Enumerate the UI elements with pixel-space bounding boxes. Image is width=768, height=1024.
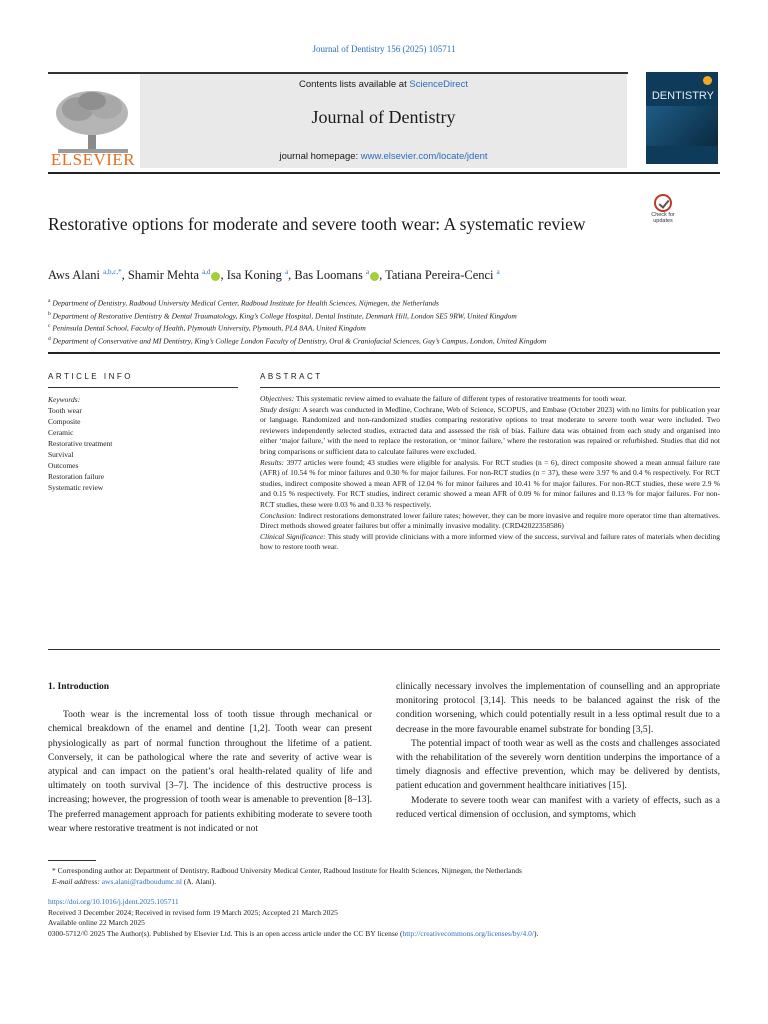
corresponding-author-note: * Corresponding author at: Department of Dentistry, Radboud University Medical Center, Radboud Institute for Health Sciences, Nijmegen, the Netherlands bbox=[52, 866, 522, 875]
email-line bbox=[52, 877, 720, 888]
journal-name: Journal of Dentistry bbox=[311, 107, 456, 127]
author-name[interactable]: Tatiana Pereira-Cenci bbox=[385, 268, 494, 283]
keyword-item: Restorative treatment bbox=[48, 439, 113, 448]
received-dates: Received 3 December 2024; Received in revised form 19 March 2025; Accepted 21 March 2025 bbox=[48, 907, 338, 917]
sciencedirect-link[interactable]: ScienceDirect bbox=[409, 79, 468, 90]
journal-citation[interactable]: Journal of Dentistry 156 (2025) 105711 bbox=[312, 44, 456, 54]
intro-paragraph-3: The potential impact of tooth wear as well as the costs and challenges associated with the rehabilitation of the severely worn dentition underpins the importance of a timely diagnosis and effective prevention, which may be delivered by dentists, patient education and government healthcare initiatives [15]. bbox=[396, 738, 720, 792]
abstract-text: This systematic review aimed to evaluate the failure of different types of restorative treatments for tooth wear. bbox=[295, 394, 627, 403]
author-affil-marks[interactable]: a,b,c,* bbox=[103, 268, 122, 276]
footnote-rule bbox=[48, 860, 96, 861]
footnote-block bbox=[52, 866, 720, 887]
author-name[interactable]: Isa Koning bbox=[226, 268, 282, 283]
license-suffix: ). bbox=[533, 928, 539, 938]
check-for-updates-button[interactable] bbox=[648, 194, 678, 226]
affiliation-text: Department of Dentistry, Radboud University Medical Center, Radboud Institute for Health Sciences, Nijmegen, the Netherlands bbox=[52, 298, 439, 308]
author-affil-marks[interactable]: a bbox=[496, 268, 500, 276]
online-date: Available online 22 March 2025 bbox=[48, 918, 145, 927]
affiliations bbox=[48, 296, 720, 346]
contents-prefix: Contents lists available at bbox=[299, 79, 407, 90]
homepage-line bbox=[140, 151, 627, 162]
abstract-text: 3977 articles were found; 43 studies were eligible for analysis. For RCT studies (n = 6), direct composite showed a mean annual failure rate (AFR) of 10.54 % for minor failures and 0.30 % for major failures. For non-RCT studies (n = 37), these were 3.97 % and 0.4 % respectively. For RCT studies, indirect composite showed a mean AFR of 12.04 % for minor failures and 10.41 % for major failures. For non-RCT studies, these were 2.9 % and 0.15 % respectively. For RCT studies, indirect ceramic showed a mean AFR of 0.09 % for minor failures and 0.13 % for major failures. For non-RCT studies, these were 0.03 % and 0.33 % respectively. bbox=[260, 457, 721, 509]
abstract-heading: ABSTRACT bbox=[260, 372, 323, 381]
affiliation-item bbox=[48, 296, 720, 309]
keywords-label: Keywords: bbox=[48, 395, 81, 404]
email-suffix: (A. Alani). bbox=[183, 876, 217, 886]
abstract-objectives bbox=[260, 394, 720, 405]
abstract-conclusion bbox=[260, 511, 720, 532]
abstract-label: Study design: bbox=[260, 404, 301, 414]
keyword-item: Ceramic bbox=[48, 428, 74, 437]
abstract-rule bbox=[260, 387, 720, 388]
publisher-logo-text: ELSEVIER bbox=[50, 150, 136, 169]
affiliation-text: Department of Restorative Dentistry & Dental Traumatology, King’s College Hospital, Dental Institute, Denmark Hill, London SE5 9RW, United Kingdom bbox=[52, 311, 517, 320]
license-link[interactable]: http://creativecommons.org/licenses/by/4.0/ bbox=[402, 928, 534, 938]
masthead-bottom-rule bbox=[48, 172, 720, 174]
affiliation-item bbox=[48, 321, 720, 334]
affiliation-item bbox=[48, 309, 720, 322]
abstract-label: Conclusion: bbox=[260, 510, 297, 520]
doi-link[interactable]: https://doi.org/10.1016/j.jdent.2025.105711 bbox=[48, 897, 179, 906]
keyword-item: Survival bbox=[48, 450, 74, 459]
author-list: Aws Alani $^{a,b,c,*}$, Shamir Mehta $^{a,d}$ , Isa Koning $^a$, Bas Loomans $^a$ , Tatiana Pereira-Cenci $^a$ bbox=[48, 268, 500, 283]
email-link[interactable]: aws.alani@radboudumc.nl bbox=[101, 876, 182, 886]
author-affil-marks[interactable]: a bbox=[285, 268, 289, 276]
abstract-label: Clinical Significance: bbox=[260, 531, 326, 541]
abstract-significance bbox=[260, 532, 720, 553]
article-info-rule bbox=[48, 387, 238, 388]
intro-right-column bbox=[396, 680, 720, 822]
affiliation-text: Department of Conservative and MI Dentistry, King’s College London Faculty of Dentistry, Oral & Craniofacial Sciences, Guy’s Campus, London, United Kingdom bbox=[52, 336, 547, 345]
author-name[interactable]: Aws Alani bbox=[48, 268, 100, 283]
intro-paragraph-1: Tooth wear is the incremental loss of tooth tissue through mechanical or chemical breakdown of the enamel and dentine [1,2]. Tooth wear can present physiologically as part of normal function throughout the lifetime of a patient. Conversely, it can be pathological where the rate and severity of active wear is atypical and can impact on the patient’s oral health-related quality of life and ultimately on tooth survival [3–7]. The incidence of this destructive process is increasing; however, the progression of tooth wear is amenable to prevention [8–13]. The preferred management approach for patients exhibiting moderate to severe tooth wear where restorative treatment is not indicated or not bbox=[48, 710, 372, 834]
article-title: Restorative options for moderate and severe tooth wear: A systematic review bbox=[48, 214, 586, 234]
email-label: E-mail address: bbox=[52, 876, 100, 886]
keyword-item: Restoration failure bbox=[48, 472, 105, 481]
affiliation-item bbox=[48, 334, 720, 347]
author-name[interactable]: Shamir Mehta bbox=[127, 268, 199, 283]
abstract-label: Objectives: bbox=[260, 394, 295, 403]
contents-line bbox=[140, 79, 627, 90]
abstract-design bbox=[260, 405, 720, 458]
author-name[interactable]: Bas Loomans bbox=[294, 268, 363, 283]
author-affil-marks[interactable]: a,d bbox=[202, 268, 211, 276]
abstract-bottom-rule bbox=[48, 649, 720, 650]
affiliation-mark: a bbox=[48, 298, 51, 304]
affiliation-mark: c bbox=[48, 323, 51, 329]
orcid-icon[interactable] bbox=[370, 272, 379, 281]
check-updates-line2: updates bbox=[653, 218, 673, 224]
header-divider bbox=[48, 352, 720, 354]
keywords-block bbox=[48, 394, 218, 493]
cover-badge-icon bbox=[703, 76, 712, 85]
abstract-body bbox=[260, 394, 720, 553]
abstract-results bbox=[260, 458, 720, 511]
license-prefix: 0300-5712/© 2025 The Author(s). Published by Elsevier Ltd. This is an open access article under the CC BY license ( bbox=[48, 928, 403, 938]
intro-paragraph-4: Moderate to severe tooth wear can manifest with a variety of effects, such as a reduced vertical dimension of occlusion, and symptoms, which bbox=[396, 795, 720, 820]
author-affil-marks[interactable]: a bbox=[365, 268, 370, 276]
check-updates-icon bbox=[654, 194, 672, 212]
orcid-icon[interactable] bbox=[211, 272, 220, 281]
affiliation-mark: d bbox=[48, 335, 51, 342]
affiliation-text: Peninsula Dental School, Faculty of Health, Plymouth University, Plymouth, PL4 8AA, United Kingdom bbox=[52, 323, 366, 333]
keyword-item: Composite bbox=[48, 417, 81, 426]
publication-info bbox=[48, 897, 720, 939]
intro-left-column bbox=[48, 680, 372, 836]
homepage-prefix: journal homepage: bbox=[279, 151, 359, 162]
keyword-item: Systematic review bbox=[48, 483, 104, 492]
check-updates-line1: Check for bbox=[651, 212, 675, 218]
section-heading-introduction: 1. Introduction bbox=[48, 682, 110, 692]
affiliation-mark: b bbox=[48, 310, 51, 317]
homepage-link[interactable]: www.elsevier.com/locate/jdent bbox=[360, 151, 488, 162]
intro-paragraph-2: clinically necessary involves the implementation of counselling and an appropriate monitoring protocol [3,14]. This needs to be balanced against the risk of the condition worsening, which could potentially result in a less optimal result due to a decrease in the more favourable enamel substrate for bonding [3,5]. bbox=[396, 682, 720, 735]
keyword-item: Outcomes bbox=[48, 461, 79, 470]
journal-cover-image[interactable] bbox=[646, 72, 718, 164]
cover-title: DENTISTRY bbox=[651, 90, 714, 102]
abstract-text: Indirect restorations demonstrated lower failure rates; however, they can be more invasive and require more operator time than alternatives. Direct methods showed greater failures but offer a minimally invasive modality. (CRD42022358586) bbox=[260, 510, 721, 531]
abstract-label: Results: bbox=[260, 457, 285, 467]
abstract-text: A search was conducted in Medline, Cochrane, Web of Science, SCOPUS, and Embase (October 2023) with no limits for publication year or language. Randomized and non-randomized studies comparing restorative options to treat moderate to severe tooth wear were included. Two reviewers independently selected studies, extracted data and assessed the risk of bias. Failure data was obtained from each study and organised into either ‘major failure,’ with the need to replace the restoration, or ‘minor failure,’ where the restoration was repaired or refurbished. Studies that did not bring comparisons or sufficient data to calculate failures were excluded. bbox=[260, 404, 721, 456]
cover-graphic bbox=[646, 106, 718, 146]
keyword-item: Tooth wear bbox=[48, 406, 82, 415]
article-info-heading: ARTICLE INFO bbox=[48, 372, 133, 381]
license-line bbox=[48, 929, 720, 940]
abstract-text: This study will provide clinicians with a more informed view of the success, survival and failure rates of materials when deciding how to restore tooth wear. bbox=[260, 531, 720, 552]
